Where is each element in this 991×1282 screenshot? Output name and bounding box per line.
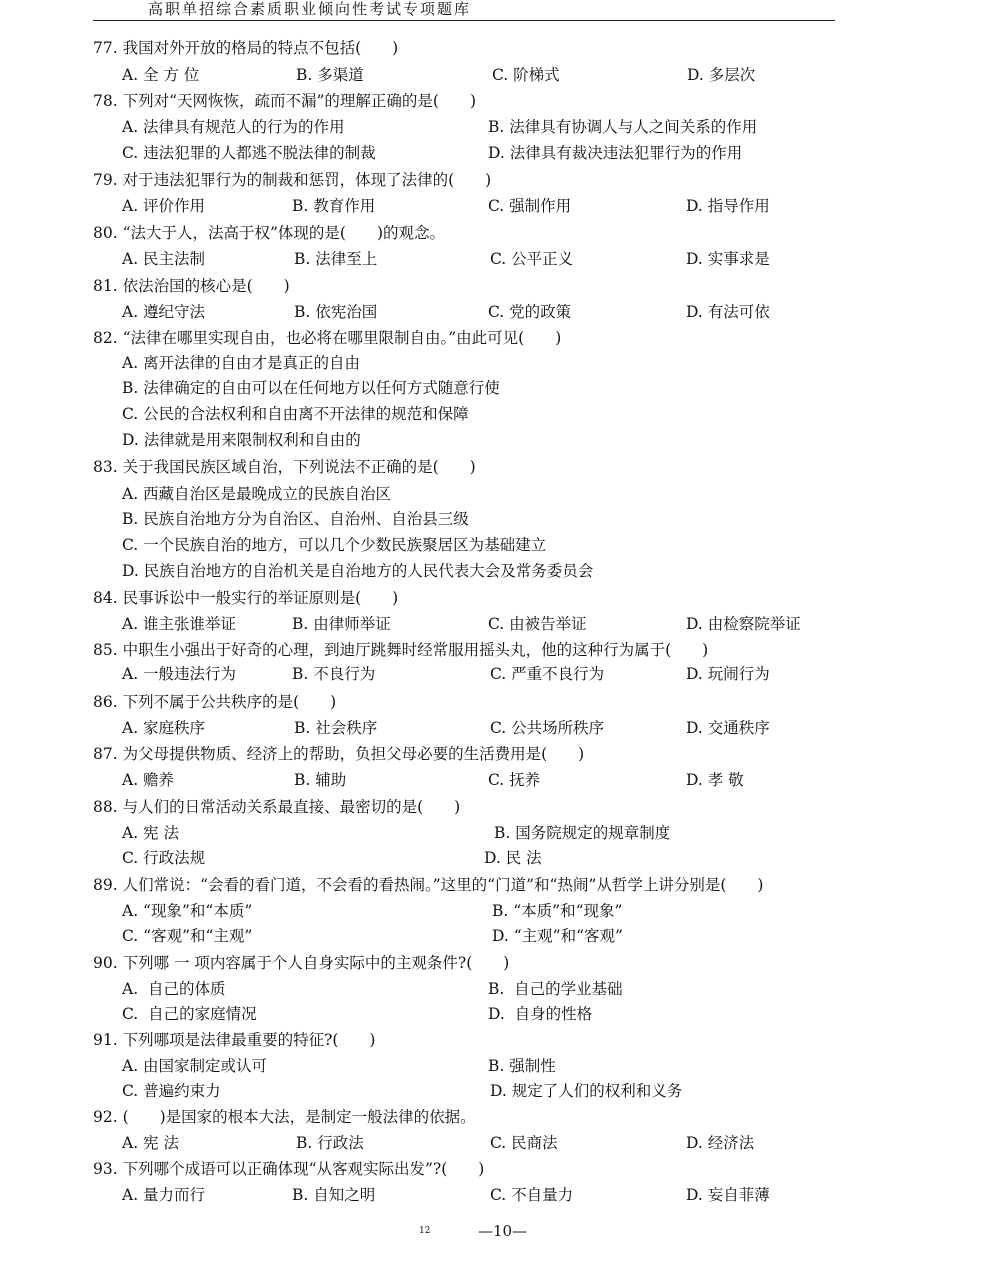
- question-option: D. 规定了人们的权利和义务: [490, 1082, 683, 1100]
- question-option: C. 抚养: [488, 771, 541, 789]
- question-stem: 81. 依法治国的核心是( ): [93, 277, 290, 295]
- question-option: C. 公共场所秩序: [490, 719, 605, 737]
- question-stem: 80. “法大于人，法高于权”体现的是( )的观念。: [93, 224, 446, 242]
- question-option: B. 不良行为: [292, 665, 376, 683]
- page-number: —10—: [478, 1222, 528, 1240]
- question-option: C. 公平正义: [490, 250, 574, 268]
- question-option: D. 法律就是用来限制权利和自由的: [122, 431, 361, 449]
- question-option: A. 家庭秩序: [122, 719, 206, 737]
- question-option: B. “本质”和“现象”: [492, 902, 623, 920]
- question-option: C. 强制作用: [488, 197, 572, 215]
- question-option: D. 交通秩序: [686, 719, 770, 737]
- question-option: B. 多渠道: [296, 66, 364, 84]
- question-stem: 89. 人们常说：“会看的看门道，不会看的看热闹。”这里的“门道”和“热闹”从哲学上讲分别是( ): [93, 876, 764, 894]
- question-option: B. 教育作用: [292, 197, 376, 215]
- question-stem: 82. “法律在哪里实现自由，也必将在哪里限制自由。”由此可见( ): [93, 329, 562, 347]
- question-option: C. 不自量力: [490, 1186, 574, 1204]
- question-stem: 85. 中职生小强出于好奇的心理，到迪厅跳舞时经常服用摇头丸，他的这种行为属于( ): [93, 641, 709, 659]
- question-stem: 79. 对于违法犯罪行为的制裁和惩罚，体现了法律的( ): [93, 171, 492, 189]
- question-option: A. 谁主张谁举证: [122, 615, 237, 633]
- question-option: D. 有法可依: [686, 303, 770, 321]
- question-option: D. 孝 敬: [686, 771, 744, 789]
- question-option: C. 民商法: [490, 1134, 558, 1152]
- question-option: A. 遵纪守法: [122, 303, 206, 321]
- question-stem: 84. 民事诉讼中一般实行的举证原则是( ): [93, 589, 399, 607]
- question-option: B. 依宪治国: [294, 303, 378, 321]
- question-option: D. 多层次: [687, 66, 756, 84]
- question-stem: 83. 关于我国民族区域自治，下列说法不正确的是( ): [93, 458, 476, 476]
- question-option: D. 经济法: [686, 1134, 755, 1152]
- question-option: B. 行政法: [296, 1134, 364, 1152]
- question-option: B. 强制性: [488, 1057, 556, 1075]
- question-option: A. 法律具有规范人的行为的作用: [122, 118, 345, 136]
- question-option: D. 民 法: [484, 849, 542, 867]
- question-option: C. 自己的家庭情况: [122, 1005, 257, 1023]
- question-stem: 93. 下列哪个成语可以正确体现“从客观实际出发”?( ): [93, 1160, 485, 1178]
- question-option: D. 法律具有裁决违法犯罪行为的作用: [488, 144, 743, 162]
- question-stem: 77. 我国对外开放的格局的特点不包括( ): [93, 39, 399, 57]
- question-option: C. “客观”和“主观”: [122, 927, 253, 945]
- footer-small-number: 12: [419, 1226, 431, 1236]
- question-option: A. 一般违法行为: [122, 665, 237, 683]
- question-option: A. 自己的体质: [122, 980, 226, 998]
- question-option: B. 自己的学业基础: [488, 980, 623, 998]
- question-option: C. 党的政策: [488, 303, 572, 321]
- question-option: D. 民族自治地方的自治机关是自治地方的人民代表大会及常务委员会: [122, 562, 594, 580]
- header-title: 高职单招综合素质职业倾向性考试专项题库: [148, 0, 472, 18]
- question-option: D. 实事求是: [686, 250, 770, 268]
- question-option: C. 普遍约束力: [122, 1082, 221, 1100]
- question-option: B. 国务院规定的规章制度: [494, 824, 671, 842]
- question-stem: 88. 与人们的日常活动关系最直接、最密切的是( ): [93, 798, 461, 816]
- question-stem: 87. 为父母提供物质、经济上的帮助，负担父母必要的生活费用是( ): [93, 745, 585, 763]
- question-option: C. 由被告举证: [488, 615, 587, 633]
- question-option: B. 法律至上: [294, 250, 378, 268]
- question-option: C. 违法犯罪的人都逃不脱法律的制裁: [122, 144, 376, 162]
- question-option: C. 一个民族自治的地方，可以几个少数民族聚居区为基础建立: [122, 536, 547, 554]
- question-stem: 90. 下列哪 一 项内容属于个人自身实际中的主观条件?( ): [93, 954, 510, 972]
- question-option: D. 玩闹行为: [686, 665, 770, 683]
- question-stem: 92. ( )是国家的根本大法，是制定一般法律的依据。: [93, 1108, 476, 1126]
- question-option: C. 阶梯式: [492, 66, 560, 84]
- question-option: C. 公民的合法权利和自由离不开法律的规范和保障: [122, 405, 469, 423]
- question-option: B. 法律确定的自由可以在任何地方以任何方式随意行使: [122, 379, 500, 397]
- question-option: B. 民族自治地方分为自治区、自治州、自治县三级: [122, 510, 469, 528]
- question-option: A. 评价作用: [122, 197, 206, 215]
- question-option: B. 由律师举证: [292, 615, 391, 633]
- question-option: A. 西藏自治区是最晚成立的民族自治区: [122, 485, 392, 503]
- question-option: A. “现象”和“本质”: [122, 902, 253, 920]
- question-option: A. 全 方 位: [122, 66, 200, 84]
- question-option: D. 妄自菲薄: [686, 1186, 770, 1204]
- question-option: A. 宪 法: [122, 1134, 179, 1152]
- question-option: D. 由检察院举证: [686, 615, 801, 633]
- question-option: A. 离开法律的自由才是真正的自由: [122, 354, 361, 372]
- question-option: A. 民主法制: [122, 250, 206, 268]
- question-option: B. 自知之明: [292, 1186, 376, 1204]
- question-option: A. 量力而行: [122, 1186, 206, 1204]
- question-stem: 91. 下列哪项是法律最重要的特征?( ): [93, 1031, 376, 1049]
- question-option: C. 行政法规: [122, 849, 206, 867]
- question-option: B. 法律具有协调人与人之间关系的作用: [488, 118, 758, 136]
- question-stem: 86. 下列不属于公共秩序的是( ): [93, 693, 337, 711]
- question-option: C. 严重不良行为: [490, 665, 605, 683]
- question-option: A. 由国家制定或认可: [122, 1057, 268, 1075]
- question-option: B. 社会秩序: [294, 719, 378, 737]
- question-stem: 78. 下列对“天网恢恢，疏而不漏”的理解正确的是( ): [93, 92, 477, 110]
- question-option: A. 宪 法: [122, 824, 179, 842]
- question-option: B. 辅助: [294, 771, 347, 789]
- question-option: D. 指导作用: [686, 197, 770, 215]
- question-option: D. 自身的性格: [488, 1005, 593, 1023]
- question-option: D. “主观”和“客观”: [492, 927, 623, 945]
- question-option: A. 赡养: [122, 771, 175, 789]
